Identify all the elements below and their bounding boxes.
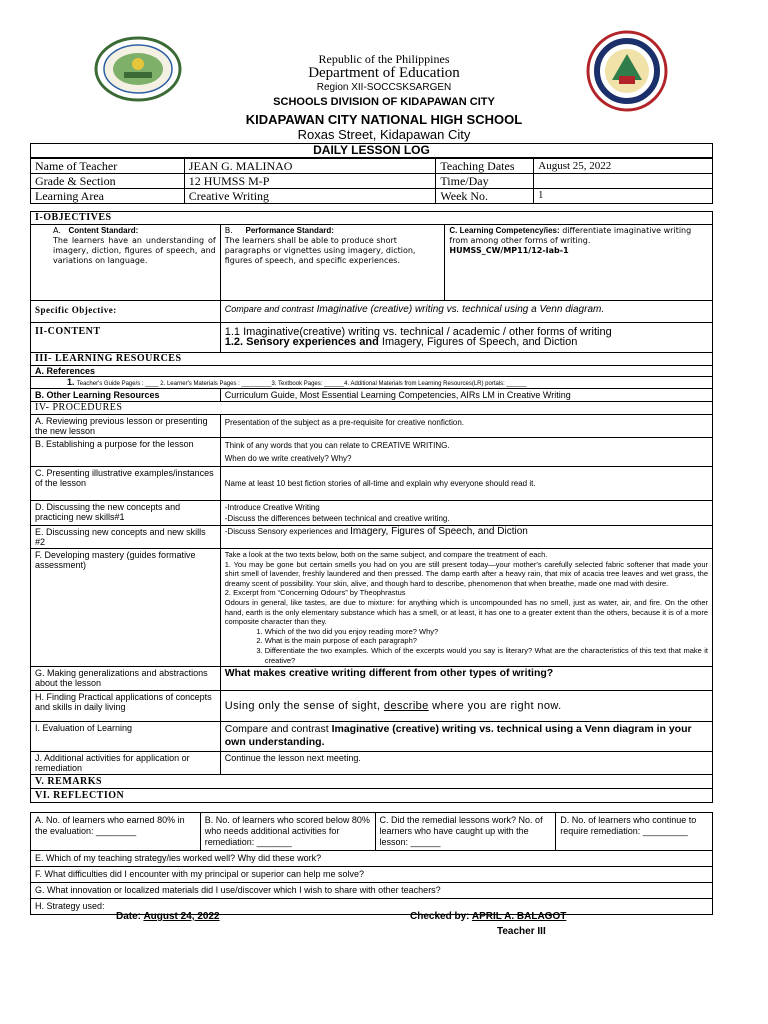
procedure-j-label: J. Additional activities for application or remediation [31,752,221,775]
procedure-d-label: D. Discussing the new concepts and practicing new skills#1 [31,501,221,526]
procedure-j-value: Continue the lesson next meeting. [220,752,712,775]
table-row [31,159,713,174]
reflection-c: C. Did the remedial lessons work? No. of learners who have caught up with the lesson: ______ [375,813,556,851]
table-row [31,789,713,803]
content-standard-heading: A. Content Standard: [53,226,139,235]
content-standard-cell [31,225,221,301]
table-row [31,851,713,867]
republic-label: Republic of the Philippines [318,52,450,66]
table-row [31,189,713,204]
table-row [31,467,713,501]
table-row [31,438,713,467]
checked-by-label: Checked by: [410,911,470,922]
table-row [31,501,713,526]
table-row [31,526,713,549]
procedure-f-label: F. Developing mastery (guides formative assessment) [31,549,221,667]
learning-area: Creative Writing [184,189,436,204]
week-number: 1 [534,189,713,204]
reflection-f: F. What difficulties did I encounter with my principal or superior can help me solve? [31,867,713,883]
content-heading: II-CONTENT [31,323,221,353]
table-row [31,752,713,775]
reflection-g: G. What innovation or localized materials did I use/discover which I wish to share with other teachers? [31,883,713,899]
lesson-log-table [30,211,713,803]
reflection-h: H. Strategy used: [31,899,713,915]
teacher-name: JEAN G. MALINAO [184,159,436,174]
procedure-c-label: C. Presenting illustrative examples/instances of the lesson [31,467,221,501]
table-row [31,722,713,752]
table-row [31,212,713,225]
content-line-1: 1.1 Imaginative(creative) writing vs. technical / academic / other forms of writing [224,326,612,338]
grade-section: 12 HUMSS M-P [184,174,436,189]
list-item: 1. Which of the two did you enjoy reading more? Why? [265,627,708,637]
checked-by-name: APRIL A. BALAGOT [471,911,567,922]
table-row [31,323,713,353]
reflection-a: A. No. of learners who earned 80% in the evaluation: ________ [31,813,201,851]
content-text [220,323,712,353]
procedure-e-value: -Discuss Sensory experiences and Imagery, Figures of Speech, and Diction [220,526,712,549]
checked-by-field [410,911,566,922]
remarks-heading: V. REMARKS [31,775,713,789]
performance-standard-heading: B. Performance Standard: [224,226,334,235]
table-row [31,813,713,851]
list-item: 2. What is the main purpose of each paragraph? [265,636,708,646]
procedure-e-label: E. Discussing new concepts and new skills #2 [31,526,221,549]
time-day [534,174,713,189]
section-heading: III- LEARNING RESOURCES [31,353,713,366]
table-row [31,867,713,883]
table-row [31,301,713,323]
info-label: Grade & Section [31,174,185,189]
procedure-g-value: What makes creative writing different from other types of writing? [220,667,712,691]
table-row [31,402,713,415]
reflection-heading: VI. REFLECTION [31,789,713,803]
page-title: DAILY LESSON LOG [30,143,713,158]
specific-objective: Compare and contrast Imaginative (creative) writing vs. technical using a Venn diagram. [220,301,712,323]
table-row [31,225,713,301]
document-header [0,0,768,145]
teacher-info-table [30,158,713,204]
info-label: Time/Day [436,174,534,189]
table-row [31,353,713,366]
region-label: Region XII-SOCCSKSARGEN [316,82,452,93]
info-label: Teaching Dates [436,159,534,174]
competency-code: HUMSS_CW/MP11/12-Iab-1 [449,246,569,255]
reflection-table [30,812,713,915]
checker-position: Teacher III [497,926,546,937]
table-row [31,389,713,402]
procedure-a-value: Presentation of the subject as a pre-requisite for creative nonfiction. [220,415,712,438]
table-row [31,883,713,899]
table-row [31,667,713,691]
table-row [31,174,713,189]
list-item: 3. Differentiate the two examples. Which of the excerpts would you say is literary? What are the characteristics of this text that make it creative? [265,646,708,665]
procedure-h-label: H. Finding Practical applications of concepts and skills in daily living [31,691,221,722]
specific-objective-label: Specific Objective: [31,301,221,323]
table-row [31,415,713,438]
procedure-a-label: A. Reviewing previous lesson or presenting the new lesson [31,415,221,438]
section-heading: I-OBJECTIVES [31,212,713,225]
reflection-questions [225,627,708,665]
procedure-h-value: Using only the sense of sight, describe where you are right now. [220,691,712,722]
section-heading: IV- PROCEDURES [31,402,713,415]
date-value: August 24, 2022 [143,911,220,922]
content-standard-text: The learners have an understanding of imagery, diction, figures of speech, and variations on language. [53,236,216,265]
reflection-e: E. Which of my teaching strategy/ies worked well? Why did these work? [31,851,713,867]
other-resources-label: B. Other Learning Resources [31,389,221,402]
procedure-b-label: B. Establishing a purpose for the lesson [31,438,221,467]
info-label: Learning Area [31,189,185,204]
learning-competency-cell [445,225,713,301]
reflection-d: D. No. of learners who continue to require remediation: _________ [556,813,713,851]
table-row [31,691,713,722]
table-row [31,775,713,789]
procedure-c-value: Name at least 10 best fiction stories of all-time and explain why everyone should read it. [220,467,712,501]
references-label: A. References [31,366,712,377]
content-line-2: 1.2. Sensory experiences and Imagery, Figures of Speech, and Diction [224,336,578,348]
table-row [31,549,713,667]
procedure-b-value: Think of any words that you can relate to CREATIVE WRITING. When do we write creatively? Why? [220,438,712,467]
date-label: Date: [116,911,142,922]
performance-standard-text: The learners shall be able to produce short paragraphs or vignettes using imagery, diction, figures of speech, and specific experiences. [224,236,416,265]
procedure-d-value: -Introduce Creative Writing -Discuss the differences between technical and creative writing. [220,501,712,526]
info-label: Week No. [436,189,534,204]
references-line: 1. Teacher's Guide Page/s : ____ 2. Learner's Materials Pages : _________3. Textbook Pages: ______4. Additional Materials from Learning Resources(LR) portals: ______ [67,377,527,387]
teaching-dates: August 25, 2022 [534,159,713,174]
procedure-i-value: Compare and contrast Imaginative (creative) writing vs. technical using a Venn diagram in your own understanding. [220,722,712,752]
procedure-g-label: G. Making generalizations and abstractions about the lesson [31,667,221,691]
department-label: Department of Education [308,65,460,81]
school-name: KIDAPAWAN CITY NATIONAL HIGH SCHOOL [245,112,523,127]
division-label: SCHOOLS DIVISION OF KIDAPAWAN CITY [273,96,495,108]
learning-competency-text: C. Learning Competency/ies: differentiate imaginative writing from among other forms of writing. [449,226,692,245]
other-resources-value: Curriculum Guide, Most Essential Learning Competencies, AIRs LM in Creative Writing [220,389,712,402]
school-address: Roxas Street, Kidapawan City [297,127,471,142]
date-field [116,911,220,922]
table-row [31,366,713,389]
reflection-b: B. No. of learners who scored below 80% who needs additional activities for remediation: _______ [200,813,375,851]
references-cell [31,366,713,389]
procedure-i-label: I. Evaluation of Learning [31,722,221,752]
procedure-f-value: Take a look at the two texts below, both on the same subject, and compare the treatment of each. 1. You may be gone but certain smells you had on you are still present today—your mother's carefully selected fabric softener that made your shirt smell of lavender, freshly laundered and then pressed. The damp earth after a heavy rain, that mix of acacia tree leaves and wet grass, the dreamy scent of possibility. Your skin, alive, and though hard to describe, phenomenon that when breathe, made one mad with desire. 2. Excerpt from “Concerning Odours” by Theophrastus Odours in general, like tastes, are due to mixture: for anything which is uncompounded has no smell, just as water, air, and fire. On the other hand, earth is the only elementary substance which has a smell, or at least, it has one to a greater extent than the others, because it is of a more composite character than they. 1. Which of the two did you enjoy reading more? Why? 2. What is the main purpose of each paragraph? 3. Differentiate the two examples. Which of the excerpts would you say is literary? What are the characteristics of this text that make it creative? [220,549,712,667]
info-label: Name of Teacher [31,159,185,174]
performance-standard-cell [220,225,445,301]
